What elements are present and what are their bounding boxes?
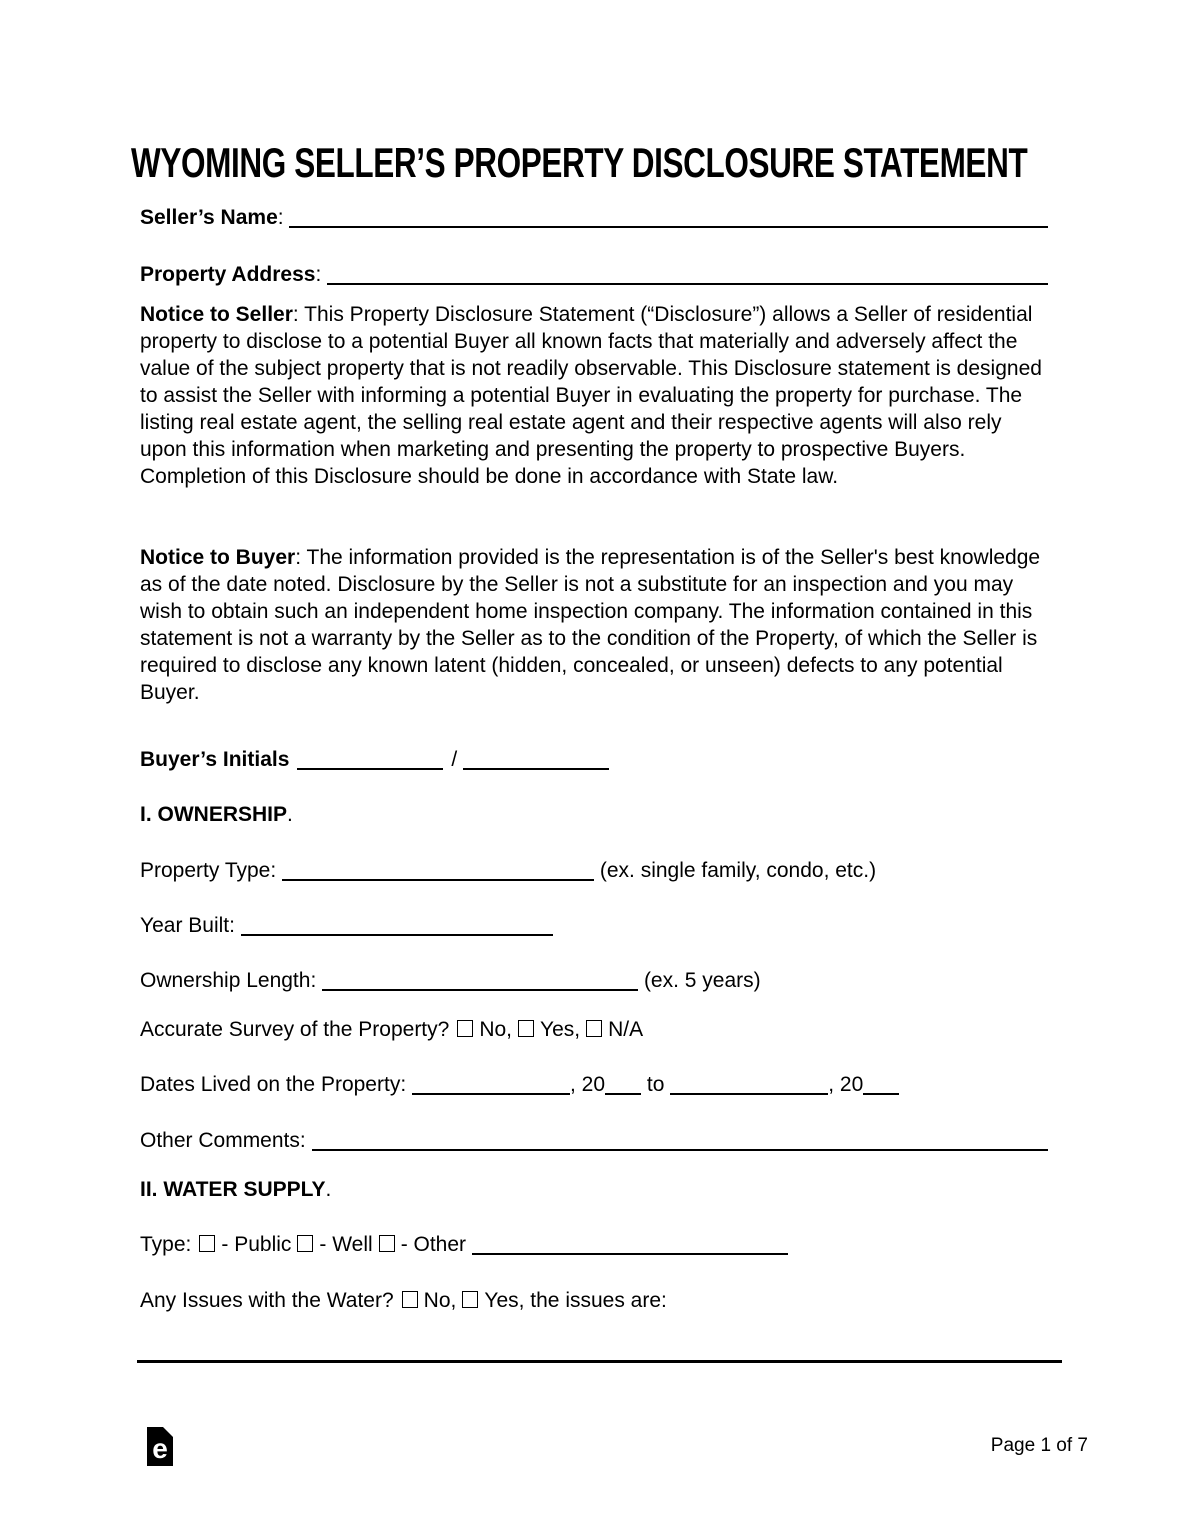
year-built-row <box>140 912 1048 939</box>
issues-yes-checkbox[interactable] <box>462 1291 478 1308</box>
property-type-hint: (ex. single family, condo, etc.) <box>594 859 877 882</box>
property-address-label: Property Address <box>140 263 316 286</box>
notice-to-seller-label: Notice to Seller <box>140 303 293 326</box>
notice-to-seller-paragraph <box>140 301 1050 490</box>
date-to-field[interactable] <box>670 1093 828 1095</box>
accurate-survey-row <box>140 1016 1048 1043</box>
water-heading-period: . <box>325 1178 332 1201</box>
section-heading-water-supply <box>140 1176 1048 1203</box>
survey-yes-label: Yes, <box>540 1018 581 1041</box>
ownership-length-hint: (ex. 5 years) <box>638 969 761 992</box>
seller-name-label: Seller’s Name <box>140 206 278 229</box>
year-from-field[interactable] <box>605 1093 641 1095</box>
water-other-checkbox[interactable] <box>379 1235 395 1252</box>
property-type-field[interactable] <box>282 879 594 881</box>
property-address-colon: : <box>315 263 328 286</box>
dates-lived-to: to <box>641 1073 671 1096</box>
year-to-field[interactable] <box>863 1093 899 1095</box>
buyer-initials-field-1[interactable] <box>297 768 443 770</box>
accurate-survey-label: Accurate Survey of the Property? <box>140 1018 450 1041</box>
water-type-label: Type: <box>140 1233 192 1256</box>
water-public-label: - Public <box>221 1233 292 1256</box>
other-comments-label: Other Comments: <box>140 1129 312 1152</box>
survey-no-label: No, <box>479 1018 513 1041</box>
notice-to-buyer-label: Notice to Buyer <box>140 546 296 569</box>
section-heading-ownership <box>140 801 1048 828</box>
buyers-initials-row <box>140 746 1048 773</box>
water-issues-label: Any Issues with the Water? <box>140 1289 394 1312</box>
notice-to-seller-text: : This Property Disclosure Statement (“Disclosure”) allows a Seller of residential property to disclose to a potential Buyer all known facts that materially and adversely affect the value of the subject property that is not readily observable. This Disclosure statement is designed to assist the Seller with informing a potential Buyer in evaluating the property for purchase. The listing real estate agent, the selling real estate agent and their respective agents will also rely upon this information when marketing and presenting the property to prospective Buyers. Completion of this Disclosure should be done in accordance with State law. <box>140 303 1042 488</box>
survey-yes-checkbox[interactable] <box>518 1020 534 1037</box>
buyers-initials-separator: / <box>451 748 458 771</box>
notice-to-buyer-text: : The information provided is the representation is of the Seller's best knowledge as of the date noted. Disclosure by the Seller is not a substitute for an inspection and you may wish to obtain such an independent home inspection company. The information contained in this statement is not a warranty by the Seller as to the condition of the Property, of which the Seller is required to disclose any known latent (hidden, concealed, or unseen) defects to any potential Buyer. <box>140 546 1041 704</box>
issues-no-label: No, <box>423 1289 457 1312</box>
water-other-field[interactable] <box>472 1253 788 1255</box>
year-from-prefix: , 20 <box>570 1073 606 1096</box>
ownership-length-row <box>140 967 1048 994</box>
seller-name-row <box>140 204 1048 231</box>
water-issues-row <box>140 1287 1048 1314</box>
water-public-checkbox[interactable] <box>199 1235 215 1252</box>
issues-no-checkbox[interactable] <box>402 1291 418 1308</box>
year-built-field[interactable] <box>241 934 553 936</box>
eforms-logo-icon <box>147 1427 173 1466</box>
year-to-prefix: , 20 <box>828 1073 864 1096</box>
property-type-label: Property Type: <box>140 859 283 882</box>
water-issues-response-field[interactable] <box>137 1360 1062 1363</box>
dates-lived-label: Dates Lived on the Property: <box>140 1073 412 1096</box>
date-from-field[interactable] <box>412 1093 570 1095</box>
water-heading-text: II. WATER SUPPLY <box>140 1178 326 1201</box>
page-title: WYOMING SELLER’S PROPERTY DISCLOSURE STATEMENT <box>131 139 1028 186</box>
buyer-initials-field-2[interactable] <box>463 768 609 770</box>
year-built-label: Year Built: <box>140 914 241 937</box>
survey-na-checkbox[interactable] <box>586 1020 602 1037</box>
other-comments-row <box>140 1127 1048 1154</box>
dates-lived-row <box>140 1071 1048 1098</box>
water-well-label: - Well <box>319 1233 373 1256</box>
survey-no-checkbox[interactable] <box>457 1020 473 1037</box>
survey-na-label: N/A <box>608 1018 644 1041</box>
issues-yes-label: Yes, the issues are: <box>484 1289 667 1312</box>
water-type-row <box>140 1231 1048 1258</box>
ownership-length-field[interactable] <box>322 989 638 991</box>
property-address-row <box>140 261 1048 288</box>
seller-name-field[interactable] <box>289 226 1048 228</box>
ownership-length-label: Ownership Length: <box>140 969 323 992</box>
property-type-row <box>140 857 1048 884</box>
water-well-checkbox[interactable] <box>297 1235 313 1252</box>
ownership-heading-text: I. OWNERSHIP <box>140 803 288 826</box>
other-comments-field[interactable] <box>312 1149 1048 1151</box>
eforms-logo-letter: e <box>152 1433 168 1464</box>
seller-name-colon: : <box>277 206 290 229</box>
property-address-field[interactable] <box>327 283 1048 285</box>
notice-to-buyer-paragraph <box>140 544 1050 706</box>
page-indicator: Page 1 of 7 <box>990 1435 1088 1456</box>
ownership-heading-period: . <box>287 803 293 826</box>
buyers-initials-label: Buyer’s Initials <box>140 748 290 771</box>
water-other-label: - Other <box>400 1233 472 1256</box>
